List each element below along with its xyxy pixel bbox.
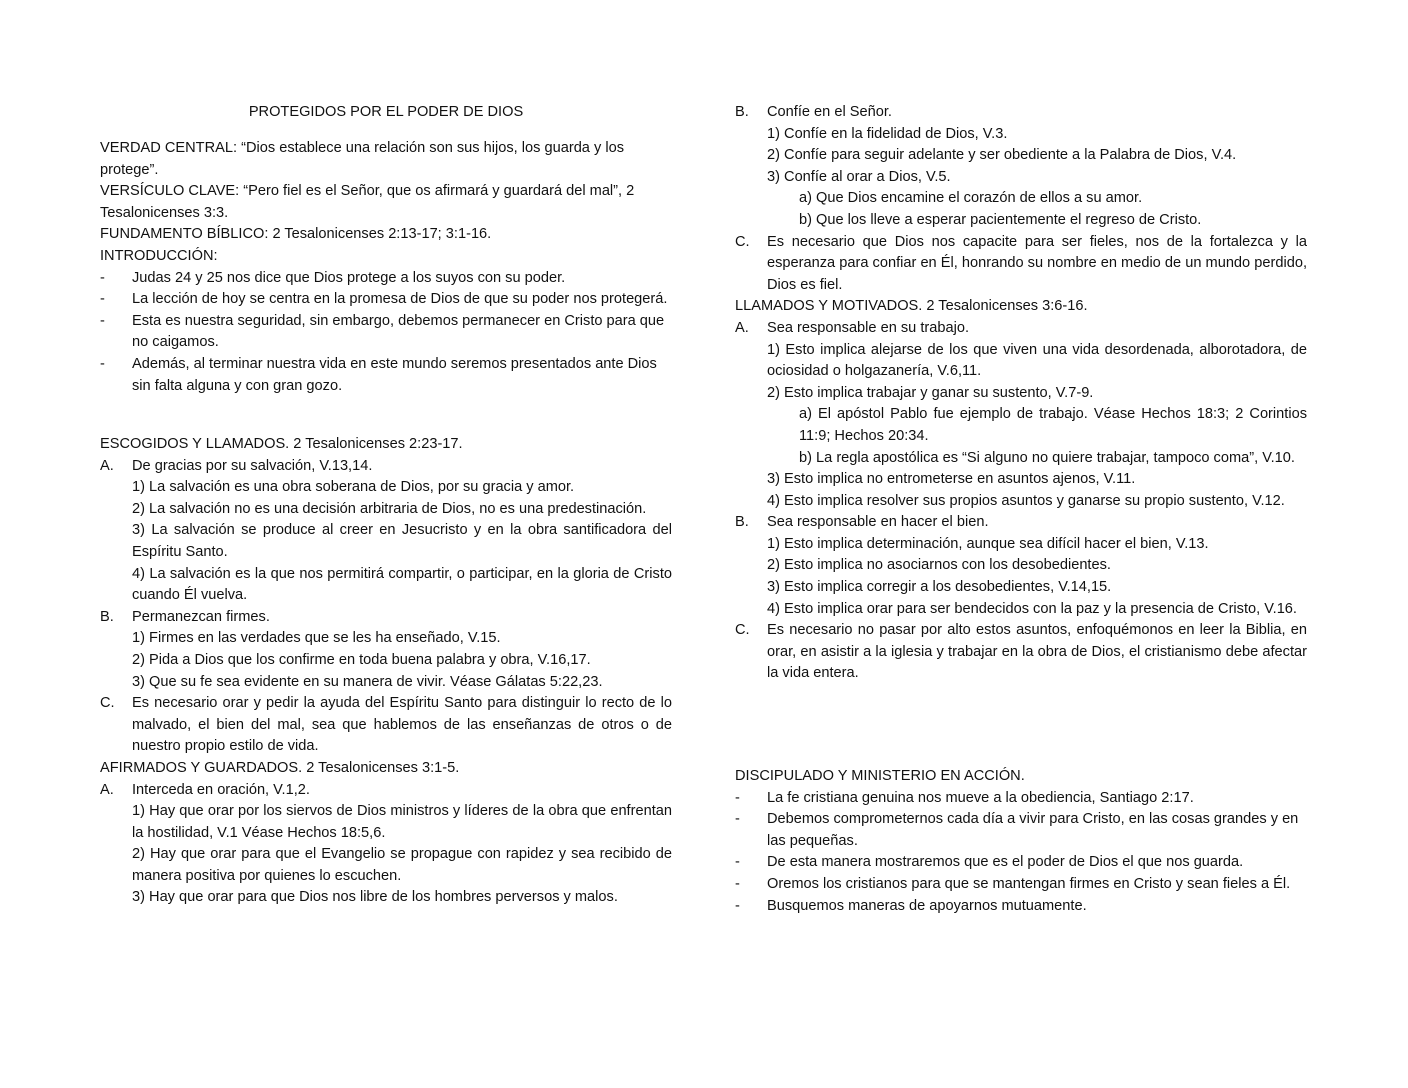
page-title: PROTEGIDOS POR EL PODER DE DIOS: [248, 104, 524, 120]
afirmados-b-sub: 3) Confíe al orar a Dios, V.5.: [767, 168, 951, 185]
llamados-a2-sub: b) La regla apostólica es “Si alguno no quiere trabajar, tampoco coma”, V.10.: [799, 449, 1295, 466]
introduccion-heading: INTRODUCCIÓN:: [100, 247, 218, 264]
intro-item-text: Judas 24 y 25 nos dice que Dios protege a los suyos con su poder.: [132, 269, 566, 286]
afirmados-b3-sub: a) Que Dios encamine el corazón de ellos a su amor.: [799, 190, 1143, 207]
letter-marker: C.: [735, 233, 750, 250]
llamados-a-sub: 1) Esto implica alejarse de los que viven una vida desordenada, alborotadora, de ociosidad o holgazanería, V.6,11.: [767, 341, 1307, 380]
afirmados-a-sub: 1) Hay que orar por los siervos de Dios ministros y líderes de la obra que enfrentan la hostilidad, V.1 Véase Hechos 18:5,6.: [132, 803, 672, 841]
escogidos-a-sub: 1) La salvación es una obra soberana de Dios, por su gracia y amor.: [132, 479, 575, 496]
llamados-heading: LLAMADOS Y MOTIVADOS. 2 Tesalonicenses 3:6-16.: [735, 298, 1088, 315]
intro-item-text: Esta es nuestra seguridad, sin embargo, debemos permanecer en Cristo para que no caigamos.: [132, 312, 665, 351]
escogidos-c-text: Es necesario orar y pedir la ayuda del Espíritu Santo para distinguir lo recto de lo malvado, el bien del mal, sea que hablemos de las enseñanzas de otros o de nuestro propio estilo de vida.: [132, 695, 672, 755]
discipulado-item-text: Busquemos maneras de apoyarnos mutuamente.: [767, 897, 1087, 914]
letter-marker: A.: [735, 319, 749, 336]
llamados-item-c: [735, 620, 1307, 685]
dash-marker: -: [100, 355, 105, 372]
afirmados-a-sub: 2) Hay que orar para que el Evangelio se propague con rapidez y sea recibido de manera positiva por quienes lo escuchen.: [132, 846, 672, 884]
dash-marker: -: [735, 854, 740, 871]
discipulado-item: [735, 809, 1307, 852]
intro-item: [100, 311, 672, 354]
llamados-item-b: [735, 512, 1307, 534]
fundamento-biblico: FUNDAMENTO BÍBLICO: 2 Tesalonicenses 2:13-17; 3:1-16.: [100, 226, 492, 243]
llamados-a-sub: 2) Esto implica trabajar y ganar su sustento, V.7-9.: [767, 384, 1094, 401]
discipulado-item-text: Oremos los cristianos para que se mantengan firmes en Cristo y sean fieles a Él.: [767, 875, 1291, 892]
letter-marker: B.: [735, 104, 749, 120]
intro-item-text: Además, al terminar nuestra vida en este mundo seremos presentados ante Dios sin falta alguna y con gran gozo.: [132, 355, 657, 394]
intro-item: [100, 289, 672, 311]
letter-marker: A.: [100, 781, 114, 798]
discipulado-item-text: Debemos comprometernos cada día a vivir para Cristo, en las cosas grandes y en las pequeñas.: [767, 811, 1299, 849]
llamados-a-sub: 4) Esto implica resolver sus propios asuntos y ganarse su propio sustento, V.12.: [767, 492, 1285, 509]
escogidos-a-sub: 2) La salvación no es una decisión arbitraria de Dios, no es una predestinación.: [132, 500, 647, 517]
verdad-central: VERDAD CENTRAL: “Dios establece una relación son sus hijos, los guarda y los protege”.: [100, 140, 624, 178]
discipulado-item: [735, 788, 1307, 810]
escogidos-item-c: [100, 693, 672, 758]
letter-marker: C.: [735, 622, 750, 639]
escogidos-a-text: De gracias por su salvación, V.13,14.: [132, 457, 373, 474]
afirmados-b-sub: 1) Confíe en la fidelidad de Dios, V.3.: [767, 125, 1008, 142]
dash-marker: -: [100, 291, 105, 308]
dash-marker: -: [735, 875, 740, 892]
dash-marker: -: [735, 811, 740, 828]
afirmados-b-text: Confíe en el Señor.: [767, 104, 892, 120]
afirmados-heading: AFIRMADOS Y GUARDADOS. 2 Tesalonicenses 3:1-5.: [100, 759, 460, 776]
escogidos-item-b: [100, 607, 672, 629]
llamados-b-sub: 4) Esto implica orar para ser bendecidos con la paz y la presencia de Cristo, V.16.: [767, 600, 1297, 617]
intro-item: [100, 268, 672, 290]
versiculo-clave: VERSÍCULO CLAVE: “Pero fiel es el Señor, que os afirmará y guardará del mal”, 2 Tesalonicenses 3:3.: [100, 183, 635, 221]
llamados-b-sub: 1) Esto implica determinación, aunque sea difícil hacer el bien, V.13.: [767, 535, 1209, 552]
afirmados-item-a: [100, 780, 672, 802]
afirmados-a-sub: 3) Hay que orar para que Dios nos libre de los hombres perversos y malos.: [132, 889, 618, 906]
discipulado-item: [735, 874, 1307, 896]
escogidos-b-sub: 1) Firmes en las verdades que se les ha enseñado, V.15.: [132, 630, 501, 647]
afirmados-b3-sub: b) Que los lleve a esperar pacientemente el regreso de Cristo.: [799, 211, 1202, 228]
letter-marker: B.: [735, 514, 749, 531]
dash-marker: -: [735, 897, 740, 914]
intro-item: [100, 354, 672, 397]
llamados-a-text: Sea responsable en su trabajo.: [767, 319, 970, 336]
escogidos-b-sub: 2) Pida a Dios que los confirme en toda buena palabra y obra, V.16,17.: [132, 651, 591, 668]
escogidos-a-sub: 3) La salvación se produce al creer en Jesucristo y en la obra santificadora del Espíritu Santo.: [132, 522, 672, 560]
discipulado-item: [735, 852, 1307, 874]
llamados-b-sub: 2) Esto implica no asociarnos con los desobedientes.: [767, 557, 1111, 574]
afirmados-item-c: [735, 232, 1307, 297]
llamados-b-sub: 3) Esto implica corregir a los desobedientes, V.14,15.: [767, 579, 1112, 596]
escogidos-a-sub: 4) La salvación es la que nos permitirá compartir, o participar, en la gloria de Cristo cuando Él vuelva.: [132, 565, 672, 604]
dash-marker: -: [100, 312, 105, 329]
discipulado-item: [735, 896, 1307, 918]
llamados-item-a: [735, 318, 1307, 340]
discipulado-item-text: La fe cristiana genuina nos mueve a la obediencia, Santiago 2:17.: [767, 789, 1194, 806]
discipulado-item-text: De esta manera mostraremos que es el poder de Dios el que nos guarda.: [767, 854, 1244, 871]
escogidos-b-text: Permanezcan firmes.: [132, 608, 270, 625]
afirmados-b-sub: 2) Confíe para seguir adelante y ser obediente a la Palabra de Dios, V.4.: [767, 147, 1237, 164]
letter-marker: C.: [100, 695, 115, 712]
intro-item-text: La lección de hoy se centra en la promesa de Dios de que su poder nos protegerá.: [132, 291, 668, 308]
escogidos-item-a: [100, 456, 672, 478]
dash-marker: -: [735, 789, 740, 806]
discipulado-heading: DISCIPULADO Y MINISTERIO EN ACCIÓN.: [735, 768, 1025, 784]
letter-marker: A.: [100, 457, 114, 474]
afirmados-item-b: [735, 102, 1307, 124]
letter-marker: B.: [100, 608, 114, 625]
afirmados-c-text: Es necesario que Dios nos capacite para ser fieles, nos de la fortalezca y la esperanza para confiar en Él, honrando su nombre en medio de un mundo perdido, Dios es fiel.: [767, 233, 1307, 293]
afirmados-a-text: Interceda en oración, V.1,2.: [132, 781, 310, 798]
dash-marker: -: [100, 269, 105, 286]
escogidos-b-sub: 3) Que su fe sea evidente en su manera de vivir. Véase Gálatas 5:22,23.: [132, 673, 603, 690]
llamados-a-sub: 3) Esto implica no entrometerse en asuntos ajenos, V.11.: [767, 471, 1136, 488]
llamados-a2-sub: a) El apóstol Pablo fue ejemplo de trabajo. Véase Hechos 18:3; 2 Corintios 11:9; Hechos 20:34.: [799, 406, 1307, 444]
escogidos-heading: ESCOGIDOS Y LLAMADOS. 2 Tesalonicenses 2:23-17.: [100, 436, 463, 452]
llamados-c-text: Es necesario no pasar por alto estos asuntos, enfoquémonos en leer la Biblia, en orar, en asistir a la iglesia y trabajar en la obra de Dios, el cristianismo debe afectar la vida entera.: [767, 622, 1307, 682]
llamados-b-text: Sea responsable en hacer el bien.: [767, 514, 989, 531]
